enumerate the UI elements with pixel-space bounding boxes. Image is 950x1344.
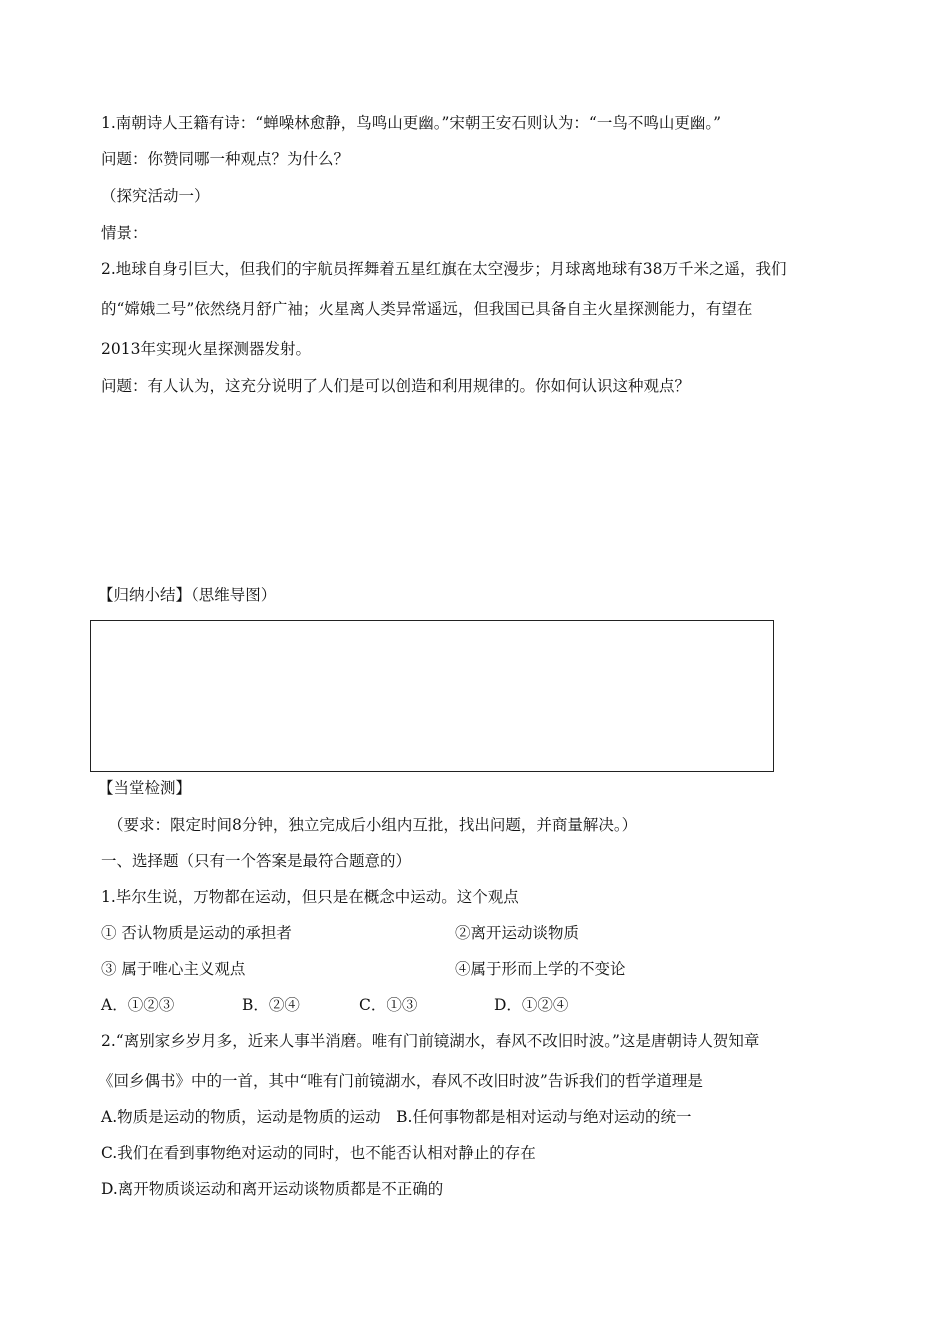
section-title: 一、选择题（只有一个答案是最符合题意的） [101,852,412,870]
mc-q1-option-3: ③ 属于唯心主义观点 [101,960,246,978]
question-2-line-3: 2013年实现火星探测器发射。 [101,340,311,358]
mc-q1-choice-b: B．②④ [242,996,300,1014]
question-1-text: 1.南朝诗人王籍有诗：“蝉噪林愈静，鸟鸣山更幽。”宋朝王安石则认为：“一鸟不鸣山更幽。” [101,114,721,132]
summary-title: 【归纳小结】（思维导图） [98,586,277,604]
mc-q1-choice-a: A．①②③ [101,996,175,1014]
mc-question-2-line-1: 2.“离别家乡岁月多，近来人事半消磨。唯有门前镜湖水，春风不改旧时波。”这是唐朝诗人贺知章 [101,1032,760,1050]
test-title: 【当堂检测】 [98,779,192,797]
question-2-prompt: 问题：有人认为，这充分说明了人们是可以创造和利用规律的。你如何认识这种观点？ [101,377,691,395]
mc-q1-choice-d: D．①②④ [494,996,569,1014]
mc-q2-option-c: C.我们在看到事物绝对运动的同时，也不能否认相对静止的存在 [101,1144,536,1162]
mc-question-2-line-2: 《回乡偶书》中的一首，其中“唯有门前镜湖水，春风不改旧时波”告诉我们的哲学道理是 [98,1072,703,1090]
mc-q1-option-2: ②离开运动谈物质 [455,924,580,942]
question-1-prompt: 问题：你赞同哪一种观点？为什么？ [101,150,350,168]
mc-q1-option-1: ① 否认物质是运动的承担者 [101,924,292,942]
question-2-line-2: 的“嫦娥二号”依然绕月舒广袖；火星离人类异常遥远，但我国已具备自主火星探测能力，有望在 [101,300,753,318]
activity-label: （探究活动一） [101,187,210,205]
mc-q1-choice-c: C．①③ [359,996,418,1014]
mind-map-box[interactable] [90,620,774,772]
mc-q2-option-d: D.离开物质谈运动和离开运动谈物质都是不正确的 [101,1180,444,1198]
scene-label: 情景： [101,224,148,242]
mc-q1-option-4: ④属于形而上学的不变论 [455,960,626,978]
test-requirement: （要求：限定时间8分钟，独立完成后小组内互批，找出问题，并商量解决。） [108,816,638,834]
question-2-line-1: 2.地球自身引巨大，但我们的宇航员挥舞着五星红旗在太空漫步；月球离地球有38万千米之遥，我们 [101,260,787,278]
mc-q2-options-ab: A.物质是运动的物质，运动是物质的运动 B.任何事物都是相对运动与绝对运动的统一 [101,1108,692,1126]
mc-question-1-stem: 1.毕尔生说，万物都在运动，但只是在概念中运动。这个观点 [101,888,519,906]
